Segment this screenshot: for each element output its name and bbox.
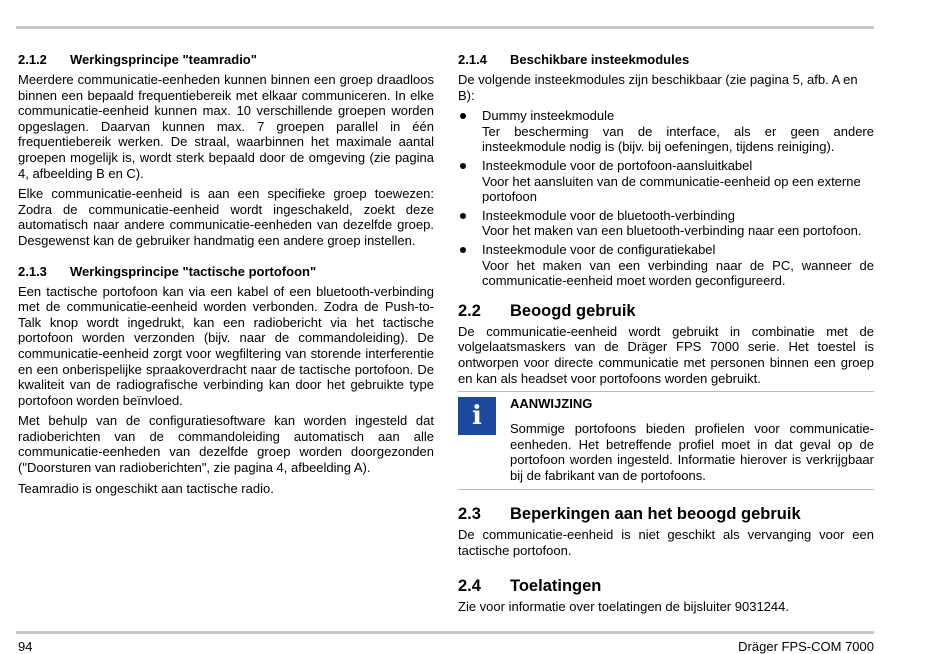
section-number: 2.4 xyxy=(458,576,481,595)
paragraph: Elke communicatie-eenheid is aan een specifieke groep toewezen: Zodra de communicatie-eenheid wordt ingeschakeld, zoekt deze automatisch naar andere communicatie-eenheden van dezelfde groep. Desgewenst kan de gebruiker handmatig een andere groep instellen. xyxy=(18,186,434,248)
paragraph: De communicatie-eenheid wordt gebruikt in combinatie met de volgelaatsmaskers van de Dräger FPS 7000 serie. Het toestel is ontworpen voor directe communicatie met personen binnen een groep en kan als headset voor portofoons worden gebruikt. xyxy=(458,323,874,386)
section-2-1-3-heading xyxy=(18,264,434,280)
product-name: Dräger FPS-COM 7000 xyxy=(738,639,874,654)
notice-box xyxy=(458,391,874,490)
info-icon xyxy=(458,397,496,435)
section-number: 2.1.4 xyxy=(458,52,487,67)
bullet-icon xyxy=(460,163,466,169)
item-title: Insteekmodule voor de configuratiekabel xyxy=(482,241,716,257)
info-icon-glyph: i xyxy=(472,401,482,432)
section-title: Werkingsprincipe "teamradio" xyxy=(70,52,257,67)
paragraph: Zie voor informatie over toelatingen de bijsluiter 9031244. xyxy=(458,598,789,614)
list-item xyxy=(458,208,874,239)
header-rule xyxy=(16,26,874,29)
item-description: Ter bescherming van de interface, als er geen andere insteekmodule nodig is (bijv. bij oefeningen, tijdens reiniging). xyxy=(482,123,874,155)
bullet-icon xyxy=(460,113,466,119)
item-description: Voor het maken van een verbinding naar de PC, wanneer de communicatie-eenheid moet worden geconfigureerd. xyxy=(482,257,874,289)
notice-text: Sommige portofoons bieden profielen voor communicatie-eenheden. Het betreffende profiel moet in dat geval op de portofoon worden ingesteld. Informatie hierover is verkrijgbaar bij de fabrikant van de portofoons. xyxy=(510,421,874,483)
right-column xyxy=(458,52,874,619)
paragraph: Met behulp van de configuratiesoftware kan worden ingesteld dat radioberichten van de commandoleiding automatisch aan alle communicatie-eenheden van dezelfde groep worden doorgezonden ("Doorsturen van radioberichten", zie pagina 4, afbeelding A). xyxy=(18,413,434,476)
footer-rule xyxy=(16,631,874,634)
section-2-1-4-heading xyxy=(458,52,874,68)
section-number: 2.1.3 xyxy=(18,263,47,279)
section-number: 2.2 xyxy=(458,301,481,320)
paragraph: De volgende insteekmodules zijn beschikbaar (zie pagina 5, afb. A en B): xyxy=(458,72,858,103)
bullet-icon xyxy=(460,247,466,253)
section-2-2-heading xyxy=(458,301,874,321)
paragraph: Meerdere communicatie-eenheden kunnen binnen een groep draadloos binnen een bepaald frequentiebereik met elkaar communiceren. In elke communicatie-eenheid kunnen max. 10 verschillende groepen worden opgeslagen. Daarvan kunnen max. 7 groepen parallel in één frequentiebereik werken. De straal, waarbinnen het maximale aantal groepen mogelijk is, wordt sterk bepaald door de omgeving (zie pagina 4, afbeelding B en C). xyxy=(18,72,434,181)
section-title: Beperkingen aan het beoogd gebruik xyxy=(510,505,801,524)
notice-title: AANWIJZING xyxy=(510,396,593,412)
left-column xyxy=(18,52,434,501)
item-title: Insteekmodule voor de bluetooth-verbinding xyxy=(482,207,735,223)
paragraph: De communicatie-eenheid is niet geschikt als vervanging voor een tactische portofoon. xyxy=(458,527,874,559)
section-title: Beschikbare insteekmodules xyxy=(510,52,690,67)
list-item xyxy=(458,108,874,155)
paragraph: Een tactische portofoon kan via een kabel of een bluetooth-verbinding met de communicatie-eenheid worden verbonden. Zodra de Push-to-Talk knop wordt ingedrukt, kan een radiobericht via het tactische portofoon worden verzonden (bijv. naar de commandoleiding). De communicatie-eenheid zorgt voor wegfiltering van storende interferentie en een onberispelijke spraakoverdracht naar de tactische portofoon. De kwaliteit van de radiografische verbinding kan door het gebruikte type portofoon worden beïnvloed. xyxy=(18,283,434,408)
item-title: Insteekmodule voor de portofoon-aansluitkabel xyxy=(482,157,753,173)
section-number: 2.3 xyxy=(458,505,481,524)
module-list xyxy=(458,108,874,289)
list-item xyxy=(458,158,874,205)
section-2-1-2-heading xyxy=(18,52,434,68)
section-number: 2.1.2 xyxy=(18,52,47,67)
section-2-4-heading xyxy=(458,576,874,596)
section-title: Toelatingen xyxy=(510,576,602,595)
page-number: 94 xyxy=(18,639,33,654)
item-description: Voor het maken van een bluetooth-verbinding naar een portofoon. xyxy=(482,223,862,239)
bullet-icon xyxy=(460,213,466,219)
list-item xyxy=(458,242,874,289)
section-2-3-heading xyxy=(458,504,874,524)
section-title: Beoogd gebruik xyxy=(510,301,636,320)
item-title: Dummy insteekmodule xyxy=(482,108,615,124)
paragraph: Teamradio is ongeschikt aan tactische radio. xyxy=(18,480,274,496)
item-description: Voor het aansluiten van de communicatie-eenheid op een externe portofoon xyxy=(482,173,861,205)
section-title: Werkingsprincipe "tactische portofoon" xyxy=(70,263,317,279)
